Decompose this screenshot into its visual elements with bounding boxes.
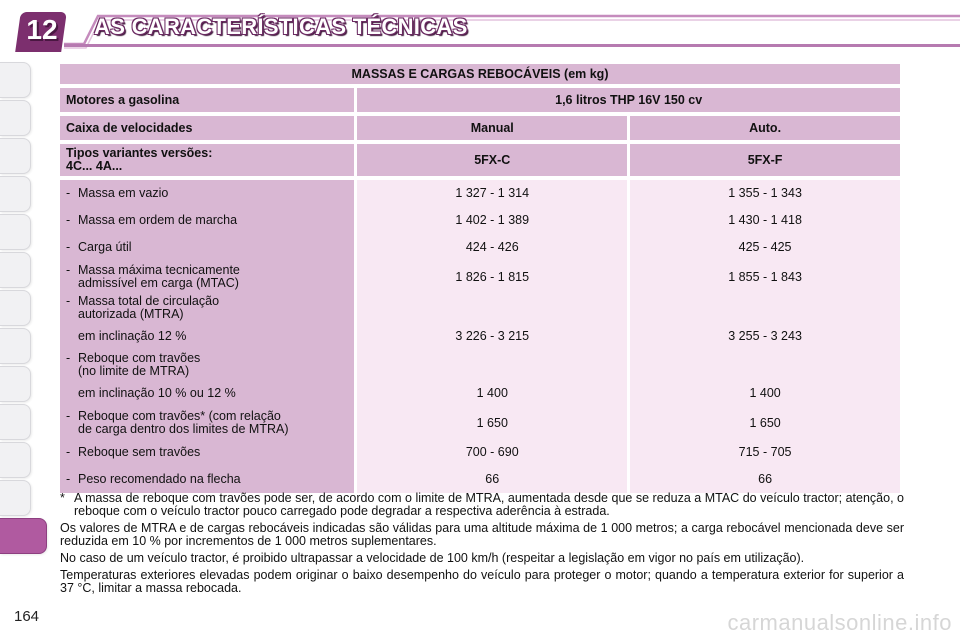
chapter-tab[interactable] bbox=[0, 214, 31, 250]
row-value-auto: 1 355 - 1 343 bbox=[630, 180, 900, 207]
row-value-manual: 424 - 426 bbox=[357, 234, 627, 261]
table-row bbox=[60, 234, 900, 261]
gearbox-auto: Auto. bbox=[630, 116, 900, 140]
variants-label-line1: Tipos variantes versões: bbox=[66, 146, 213, 160]
row-value-auto: 425 - 425 bbox=[630, 234, 900, 261]
table-row bbox=[60, 293, 900, 323]
row-label: em inclinação 10 % ou 12 % bbox=[78, 386, 236, 400]
table-title-row bbox=[60, 64, 900, 84]
bullet-dash: - bbox=[66, 409, 71, 423]
row-label: Reboque com travões* (com relação bbox=[78, 409, 281, 423]
row-value-manual: 1 826 - 1 815 bbox=[357, 261, 627, 293]
row-label: Massa em vazio bbox=[78, 186, 169, 200]
row-label: Massa total de circulação bbox=[78, 294, 220, 308]
chapter-tab[interactable] bbox=[0, 138, 31, 174]
row-value-manual: 1 327 - 1 314 bbox=[357, 180, 627, 207]
bullet-dash: - bbox=[66, 186, 71, 200]
bullet-dash bbox=[66, 387, 78, 400]
row-label-cont: autorizada (MTRA) bbox=[78, 307, 184, 321]
row-value-auto bbox=[630, 293, 900, 323]
gearbox-manual: Manual bbox=[357, 116, 627, 140]
variant-manual: 5FX-C bbox=[357, 144, 627, 176]
weights-table bbox=[57, 64, 903, 493]
row-value-auto: 1 400 bbox=[630, 380, 900, 407]
row-label-cont: admissível em carga (MTAC) bbox=[78, 276, 239, 290]
note-speed: No caso de um veículo tractor, é proibido ultrapassar a velocidade de 100 km/h (respeitar a legislação em vigor no país em utilização). bbox=[60, 551, 805, 565]
chapter-tab[interactable] bbox=[0, 328, 31, 364]
chapter-tab[interactable] bbox=[0, 290, 31, 326]
chapter-tab-strip bbox=[0, 62, 34, 582]
row-value-manual: 1 650 bbox=[357, 407, 627, 439]
row-value-auto: 715 - 705 bbox=[630, 439, 900, 466]
row-value-auto bbox=[630, 350, 900, 380]
row-label: Peso recomendado na flecha bbox=[78, 472, 241, 486]
table-row bbox=[60, 439, 900, 466]
chapter-tab[interactable] bbox=[0, 442, 31, 478]
gearbox-label: Caixa de velocidades bbox=[60, 116, 354, 140]
chapter-tab[interactable] bbox=[0, 176, 31, 212]
bullet-dash: - bbox=[66, 351, 71, 365]
row-value-manual bbox=[357, 293, 627, 323]
table-row bbox=[60, 380, 900, 407]
engine-label: Motores a gasolina bbox=[60, 88, 354, 112]
header-divider bbox=[64, 44, 960, 47]
table-row bbox=[60, 466, 900, 493]
variants-row bbox=[60, 144, 900, 176]
row-value-manual: 1 402 - 1 389 bbox=[357, 207, 627, 234]
table-row bbox=[60, 180, 900, 207]
row-value-auto: 1 855 - 1 843 bbox=[630, 261, 900, 293]
row-label-cont: (no limite de MTRA) bbox=[78, 364, 190, 378]
watermark: carmanualsonline.info bbox=[727, 610, 952, 635]
row-label: Carga útil bbox=[78, 240, 132, 254]
table-row bbox=[60, 323, 900, 350]
table-title: MASSAS E CARGAS REBOCÁVEIS (em kg) bbox=[60, 64, 900, 84]
row-value-manual: 1 400 bbox=[357, 380, 627, 407]
row-value-manual: 700 - 690 bbox=[357, 439, 627, 466]
engine-row bbox=[60, 88, 900, 112]
page-title: AS CARACTERÍSTICAS TÉCNICAS bbox=[94, 14, 468, 39]
chapter-tab[interactable] bbox=[0, 480, 31, 516]
row-value-auto: 1 430 - 1 418 bbox=[630, 207, 900, 234]
chapter-number: 12 bbox=[26, 14, 58, 45]
row-label-cont: de carga dentro dos limites de MTRA) bbox=[78, 422, 289, 436]
engine-value: 1,6 litros THP 16V 150 cv bbox=[357, 88, 900, 112]
chapter-tab-active[interactable] bbox=[0, 518, 47, 554]
chapter-tab[interactable] bbox=[0, 252, 31, 288]
footnote bbox=[60, 492, 904, 518]
bullet-dash: - bbox=[66, 294, 71, 308]
note-altitude: Os valores de MTRA e de cargas rebocáveis indicadas são válidas para uma altitude máxima de 1 000 metros; a carga rebocável mencionada deve ser reduzida em 10 % por incrementos de 1 000 metros suplementares. bbox=[60, 521, 904, 548]
bullet-dash: - bbox=[66, 263, 71, 277]
variant-auto: 5FX-F bbox=[630, 144, 900, 176]
table-row bbox=[60, 407, 900, 439]
variants-label-line2: 4C... 4A... bbox=[66, 159, 123, 173]
page-number: 164 bbox=[14, 608, 40, 625]
row-value-auto: 66 bbox=[630, 466, 900, 493]
footnote-marker: * bbox=[60, 491, 65, 505]
gearbox-row bbox=[60, 116, 900, 140]
row-label: Massa em ordem de marcha bbox=[78, 213, 238, 227]
note-temperature: Temperaturas exteriores elevadas podem originar o baixo desempenho do veículo para proteger o motor; quando a temperatura exterior for superior a 37 °C, limitar a massa rebocada. bbox=[60, 568, 904, 595]
table-row bbox=[60, 350, 900, 380]
row-value-auto: 3 255 - 3 243 bbox=[630, 323, 900, 350]
row-value-auto: 1 650 bbox=[630, 407, 900, 439]
chapter-tab[interactable] bbox=[0, 62, 31, 98]
bullet-dash: - bbox=[66, 213, 71, 227]
table-row bbox=[60, 207, 900, 234]
bullet-dash: - bbox=[66, 445, 71, 459]
chapter-tab[interactable] bbox=[0, 404, 31, 440]
row-value-manual: 3 226 - 3 215 bbox=[357, 323, 627, 350]
bullet-dash bbox=[66, 330, 78, 343]
bullet-dash: - bbox=[66, 472, 71, 486]
chapter-tab[interactable] bbox=[0, 366, 31, 402]
row-label: Massa máxima tecnicamente bbox=[78, 263, 240, 277]
table-row bbox=[60, 261, 900, 293]
row-label: Reboque com travões bbox=[78, 351, 201, 365]
row-label: Reboque sem travões bbox=[78, 445, 201, 459]
row-label: em inclinação 12 % bbox=[78, 329, 187, 343]
row-value-manual bbox=[357, 350, 627, 380]
chapter-tab[interactable] bbox=[0, 100, 31, 136]
bullet-dash: - bbox=[66, 240, 71, 254]
row-value-manual: 66 bbox=[357, 466, 627, 493]
footnote-text: A massa de reboque com travões pode ser, de acordo com o limite de MTRA, aumentada desde que se reduza a MTAC do veículo tractor; atenção, o reboque com o veículo tractor pouco carregado pode degradar a respectiva aderência à estrada. bbox=[74, 491, 904, 518]
notes-section bbox=[60, 492, 904, 599]
variants-label bbox=[60, 144, 354, 176]
